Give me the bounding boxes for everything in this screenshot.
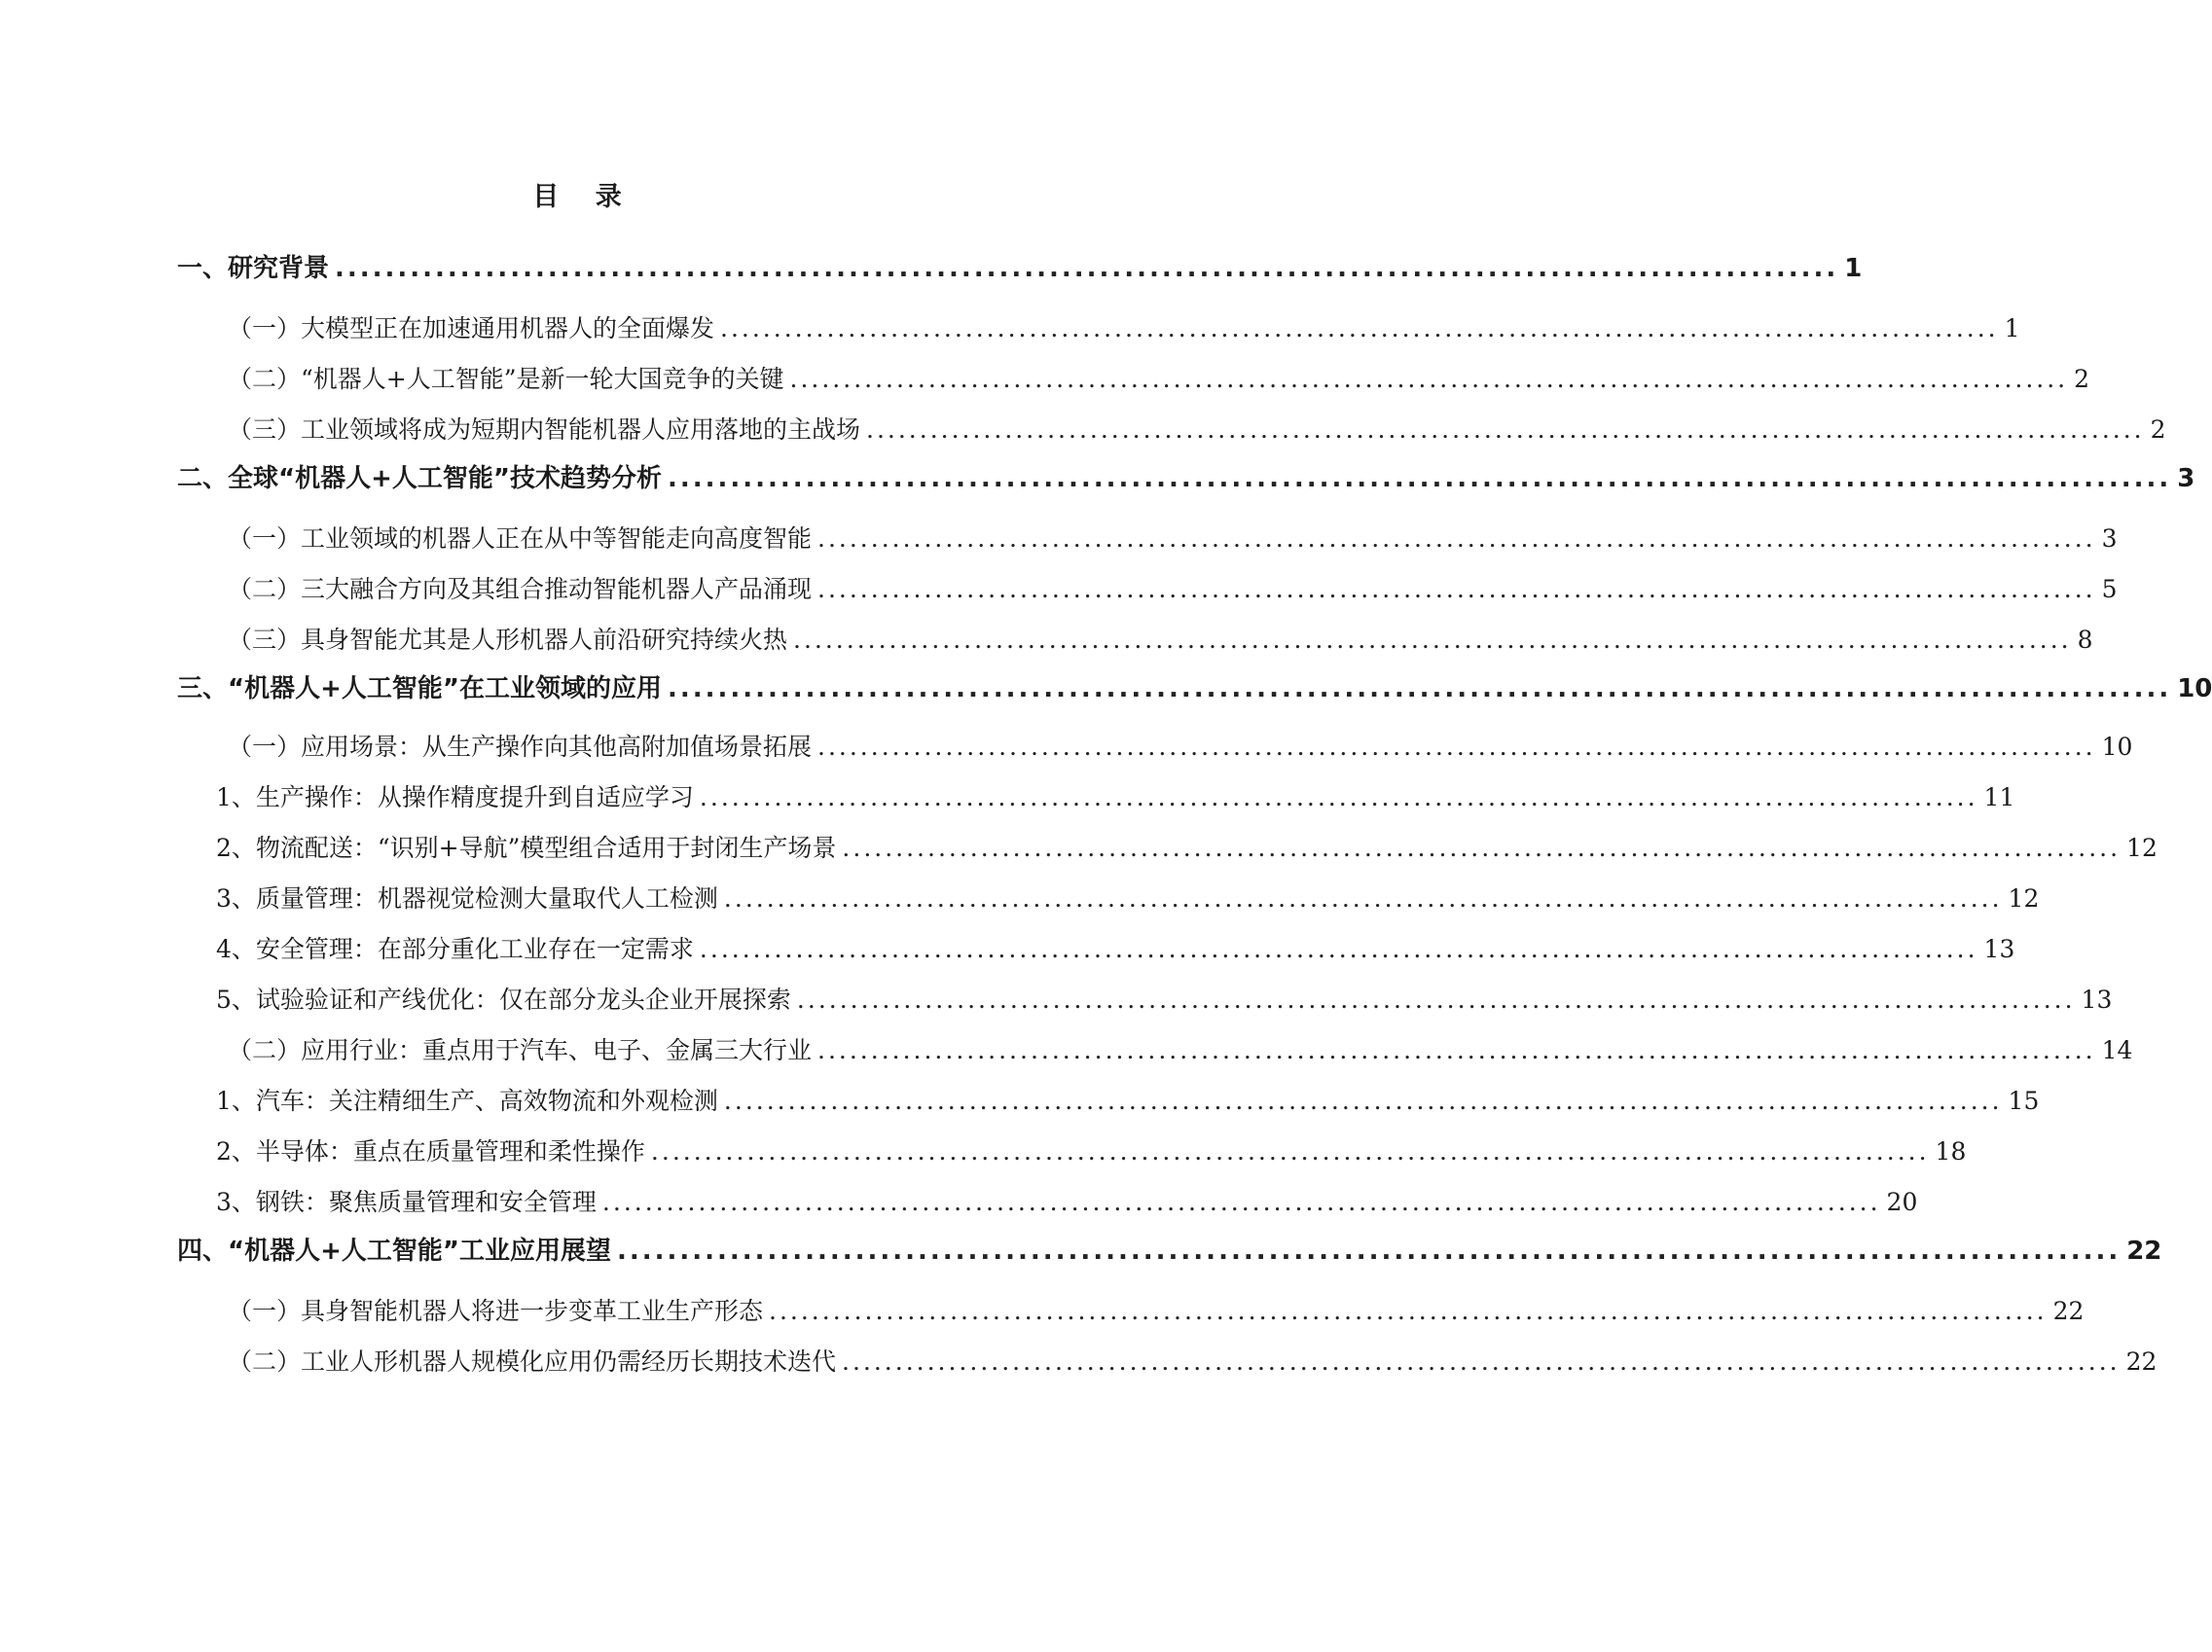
toc-dot-leader: ........................................................................................................................ <box>650 1137 1930 1166</box>
toc-entry-label: 3、质量管理：机器视觉检测大量取代人工检测 <box>216 884 718 913</box>
toc-page-number: 12 <box>2008 884 2040 913</box>
toc-entry-label: （一）大模型正在加速通用机器人的全面爆发 <box>228 314 715 342</box>
toc-dot-leader: ........................................................................................................................ <box>723 884 2003 913</box>
toc-entry-label: （一）工业领域的机器人正在从中等智能走向高度智能 <box>228 524 813 553</box>
toc-section-entry <box>177 521 2118 557</box>
toc-entry-label: （三）工业领域将成为短期内智能机器人应用落地的主战场 <box>228 415 861 444</box>
toc-page-number: 3 <box>2101 524 2118 553</box>
toc-entry-label: 1、生产操作：从操作精度提升到自适应学习 <box>216 783 694 811</box>
toc-entry-label: （一）具身智能机器人将进一步变革工业生产形态 <box>228 1297 764 1325</box>
toc-section-entry <box>177 623 2093 658</box>
toc-page-number: 3 <box>2177 464 2195 493</box>
toc-dot-leader: ........................................................................................................................ <box>335 254 1839 283</box>
toc-section-entry <box>177 1033 2133 1068</box>
toc-dot-leader: ........................................................................................................................ <box>796 986 2076 1014</box>
toc-entry-label: （二）工业人形机器人规模化应用仍需经历长期技术迭代 <box>228 1347 837 1376</box>
toc-entry-label: （三）具身智能尤其是人形机器人前沿研究持续火热 <box>228 626 788 654</box>
toc-dot-leader: ........................................................................................................................ <box>817 1036 2096 1064</box>
toc-dot-leader: ........................................................................................................................ <box>723 1087 2003 1115</box>
toc-page-number: 22 <box>2052 1297 2085 1325</box>
toc-dot-leader: ........................................................................................................................ <box>793 626 2072 654</box>
toc-entry-label: 2、半导体：重点在质量管理和柔性操作 <box>216 1137 645 1166</box>
toc-dot-leader: ........................................................................................................................ <box>601 1188 1881 1216</box>
toc-section-entry <box>177 362 2090 397</box>
toc-chapter-entry <box>177 461 2195 496</box>
toc-page-number: 15 <box>2008 1087 2040 1115</box>
toc-entry-label: 二、全球“机器人+人工智能”技术趋势分析 <box>177 464 662 493</box>
toc-page-number: 22 <box>2126 1237 2162 1266</box>
toc-dot-leader: ........................................................................................................................ <box>769 1297 2048 1325</box>
toc-title: 目 录 <box>532 182 635 212</box>
toc-section-entry <box>177 311 2020 346</box>
toc-entry-label: 一、研究背景 <box>177 254 330 283</box>
toc-dot-leader: ........................................................................................................................ <box>842 834 2121 862</box>
toc-entry-label: （二）三大融合方向及其组合推动智能机器人产品涌现 <box>228 575 813 603</box>
toc-dot-leader: ........................................................................................................................ <box>866 415 2145 444</box>
toc-entry-label: 3、钢铁：聚焦质量管理和安全管理 <box>216 1188 597 1216</box>
toc-entry-label: （二）“机器人+人工智能”是新一轮大国竞争的关键 <box>228 365 784 393</box>
toc-dot-leader: ........................................................................................................................ <box>817 575 2096 603</box>
toc-page-number: 20 <box>1886 1188 1918 1216</box>
toc-chapter-entry <box>177 251 1863 286</box>
toc-entry-label: （二）应用行业：重点用于汽车、电子、金属三大行业 <box>228 1036 813 1064</box>
toc-page-number: 10 <box>2177 674 2212 703</box>
toc-entry-label: 1、汽车：关注精细生产、高效物流和外观检测 <box>216 1087 718 1115</box>
toc-page-number: 13 <box>1983 935 2015 963</box>
toc-section-entry <box>177 730 2133 765</box>
toc-subsection-entry <box>177 1084 2040 1119</box>
toc-subsection-entry <box>177 831 2158 866</box>
toc-page-number: 1 <box>1844 254 1863 283</box>
toc-dot-leader: ........................................................................................................................ <box>720 314 1999 342</box>
toc-page-number: 5 <box>2101 575 2118 603</box>
toc-dot-leader: ........................................................................................................................ <box>699 935 1978 963</box>
toc-page-number: 10 <box>2101 733 2133 761</box>
toc-subsection-entry <box>177 1134 1967 1169</box>
toc-section-entry <box>177 413 2166 448</box>
toc-dot-leader: ........................................................................................................................ <box>817 524 2096 553</box>
toc-dot-leader: ........................................................................................................................ <box>616 1237 2121 1266</box>
toc-subsection-entry <box>177 932 2015 967</box>
toc-page-number: 22 <box>2125 1347 2158 1376</box>
toc-section-entry <box>177 572 2118 607</box>
toc-entry-label: （一）应用场景：从生产操作向其他高附加值场景拓展 <box>228 733 813 761</box>
toc-page-number: 11 <box>1983 783 2015 811</box>
toc-dot-leader: ........................................................................................................................ <box>817 733 2096 761</box>
toc-subsection-entry <box>177 983 2113 1018</box>
toc-entry-label: 三、“机器人+人工智能”在工业领域的应用 <box>177 674 662 703</box>
toc-page-number: 13 <box>2081 986 2113 1014</box>
toc-section-entry <box>177 1345 2158 1380</box>
toc-entry-label: 四、“机器人+人工智能”工业应用展望 <box>177 1237 611 1266</box>
toc-dot-leader: ........................................................................................................................ <box>699 783 1978 811</box>
toc-entry-label: 2、物流配送：“识别+导航”模型组合适用于封闭生产场景 <box>216 834 837 862</box>
toc-page-number: 2 <box>2074 365 2090 393</box>
toc-page-number: 14 <box>2101 1036 2133 1064</box>
toc-page-number: 8 <box>2077 626 2093 654</box>
toc-page-number: 2 <box>2150 415 2166 444</box>
toc-page-number: 18 <box>1935 1137 1967 1166</box>
toc-entry-label: 5、试验验证和产线优化：仅在部分龙头企业开展探索 <box>216 986 791 1014</box>
toc-dot-leader: ........................................................................................................................ <box>789 365 2069 393</box>
toc-page-number: 12 <box>2126 834 2158 862</box>
toc-dot-leader: ........................................................................................................................ <box>667 674 2172 703</box>
toc-subsection-entry <box>177 881 2040 916</box>
toc-dot-leader: ........................................................................................................................ <box>842 1347 2121 1376</box>
toc-section-entry <box>177 1294 2085 1329</box>
toc-subsection-entry <box>177 780 2015 815</box>
toc-subsection-entry <box>177 1185 1918 1220</box>
toc-entry-label: 4、安全管理：在部分重化工业存在一定需求 <box>216 935 694 963</box>
toc-dot-leader: ........................................................................................................................ <box>667 464 2172 493</box>
toc-chapter-entry <box>177 1234 2162 1269</box>
toc-page-number: 1 <box>2004 314 2020 342</box>
toc-chapter-entry <box>177 671 2212 706</box>
